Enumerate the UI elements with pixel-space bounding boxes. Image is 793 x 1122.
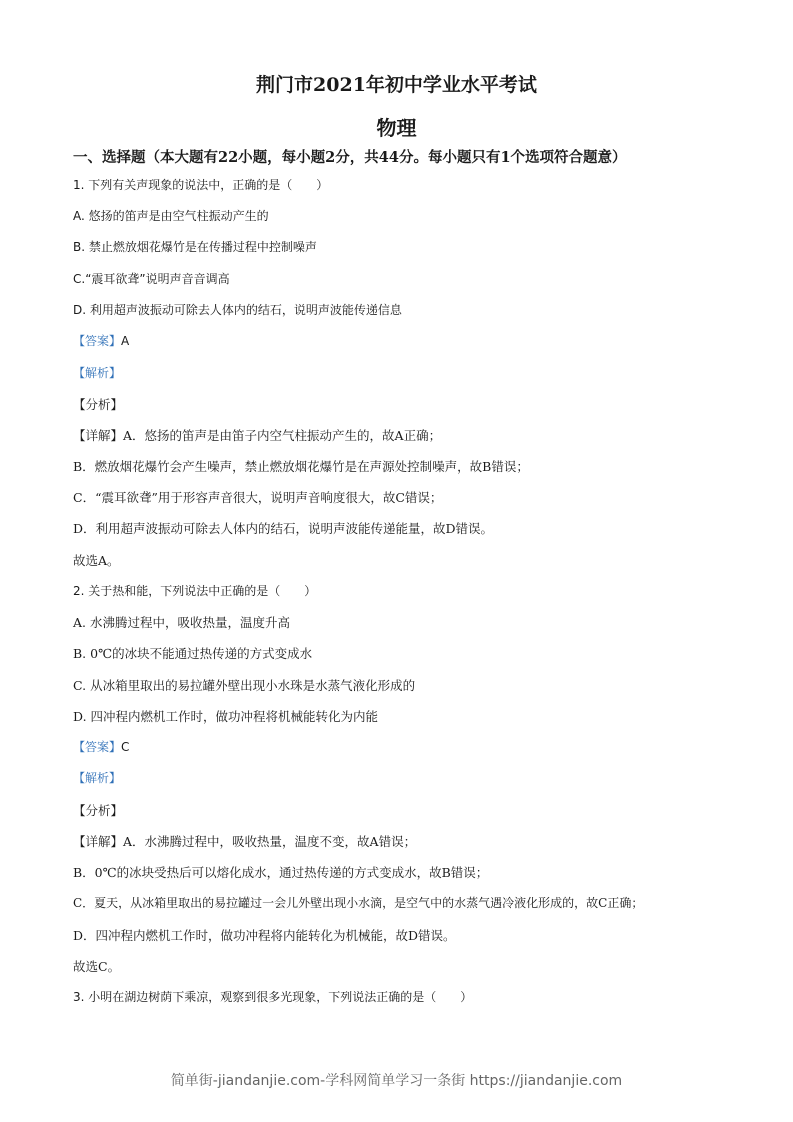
question-1-option-a: A. 悠扬的笛声是由空气柱振动产生的	[73, 209, 269, 223]
question-2-detail-b: B．0℃的冰块受热后可以熔化成水，通过热传递的方式变成水，故B错误；	[73, 865, 489, 880]
answer-tag: 【答案】	[73, 334, 122, 348]
question-2-fenxi: 【分析】	[73, 803, 124, 818]
question-2-option-a: A. 水沸腾过程中，吸收热量，温度升高	[73, 615, 290, 630]
question-1-detail-d: D．利用超声波振动可除去人体内的结石，说明声波能传递能量，故D错误。	[73, 521, 494, 536]
detail-text: A．水沸腾过程中，吸收热量，温度不变，故A错误；	[123, 834, 417, 849]
question-1-fenxi: 【分析】	[73, 397, 124, 412]
question-1-stem: 1. 下列有关声现象的说法中，正确的是（ ）	[73, 178, 329, 192]
exam-title: 荆门市2021年初中学业水平考试	[256, 74, 537, 96]
question-1-answer	[73, 332, 129, 349]
answer-tag: 【答案】	[73, 740, 122, 754]
answer-value: A	[121, 334, 130, 348]
question-2-option-b: B. 0℃的冰块不能通过热传递的方式变成水	[73, 646, 313, 661]
question-2-detail-a	[73, 832, 416, 850]
question-2-option-d: D. 四冲程内燃机工作时，做功冲程将机械能转化为内能	[73, 709, 379, 724]
question-1-detail-b: B．燃放烟花爆竹会产生噪声，禁止燃放烟花爆竹是在声源处控制噪声，故B错误；	[73, 459, 529, 474]
detail-tag: 【详解】	[73, 428, 124, 443]
question-1-detail-a	[73, 426, 441, 444]
detail-text: A．悠扬的笛声是由笛子内空气柱振动产生的，故A正确；	[123, 428, 442, 443]
question-1-detail-c: C．“震耳欲聋”用于形容声音很大，说明声音响度很大，故C错误；	[73, 490, 443, 505]
question-2-option-c: C. 从冰箱里取出的易拉罐外壁出现小水珠是水蒸气液化形成的	[73, 678, 416, 693]
question-1-option-c: C.“震耳欲聋”说明声音音调高	[73, 272, 230, 286]
question-2-analysis-tag: 【解析】	[73, 771, 122, 785]
question-2-answer	[73, 738, 129, 755]
page-footer: 简单街-jiandanjie.com-学科网简单学习一条街 https://jiandanjie.com	[170, 1073, 623, 1089]
question-3-stem: 3. 小明在湖边树荫下乘凉，观察到很多光现象，下列说法正确的是（ ）	[73, 990, 473, 1004]
question-2-conclusion: 故选C。	[73, 959, 121, 974]
answer-value: C	[121, 740, 130, 754]
question-1-conclusion: 故选A。	[73, 553, 120, 568]
subject-title: 物理	[376, 116, 417, 140]
section-heading: 一、选择题（本大题有22小题，每小题2分，共44分。每小题只有1个选项符合题意）	[73, 149, 627, 166]
detail-tag: 【详解】	[73, 834, 124, 849]
question-2-stem: 2. 关于热和能，下列说法中正确的是（ ）	[73, 584, 317, 598]
question-1-option-d: D. 利用超声波振动可除去人体内的结石，说明声波能传递信息	[73, 303, 402, 317]
question-2-detail-d: D．四冲程内燃机工作时，做功冲程将内能转化为机械能，故D错误。	[73, 928, 456, 943]
question-2-detail-c: C．夏天，从冰箱里取出的易拉罐过一会儿外壁出现小水滴，是空气中的水蒸气遇冷液化形成的，故C正确；	[73, 896, 644, 910]
question-1-analysis-tag: 【解析】	[73, 366, 122, 380]
question-1-option-b: B. 禁止燃放烟花爆竹是在传播过程中控制噪声	[73, 240, 317, 254]
